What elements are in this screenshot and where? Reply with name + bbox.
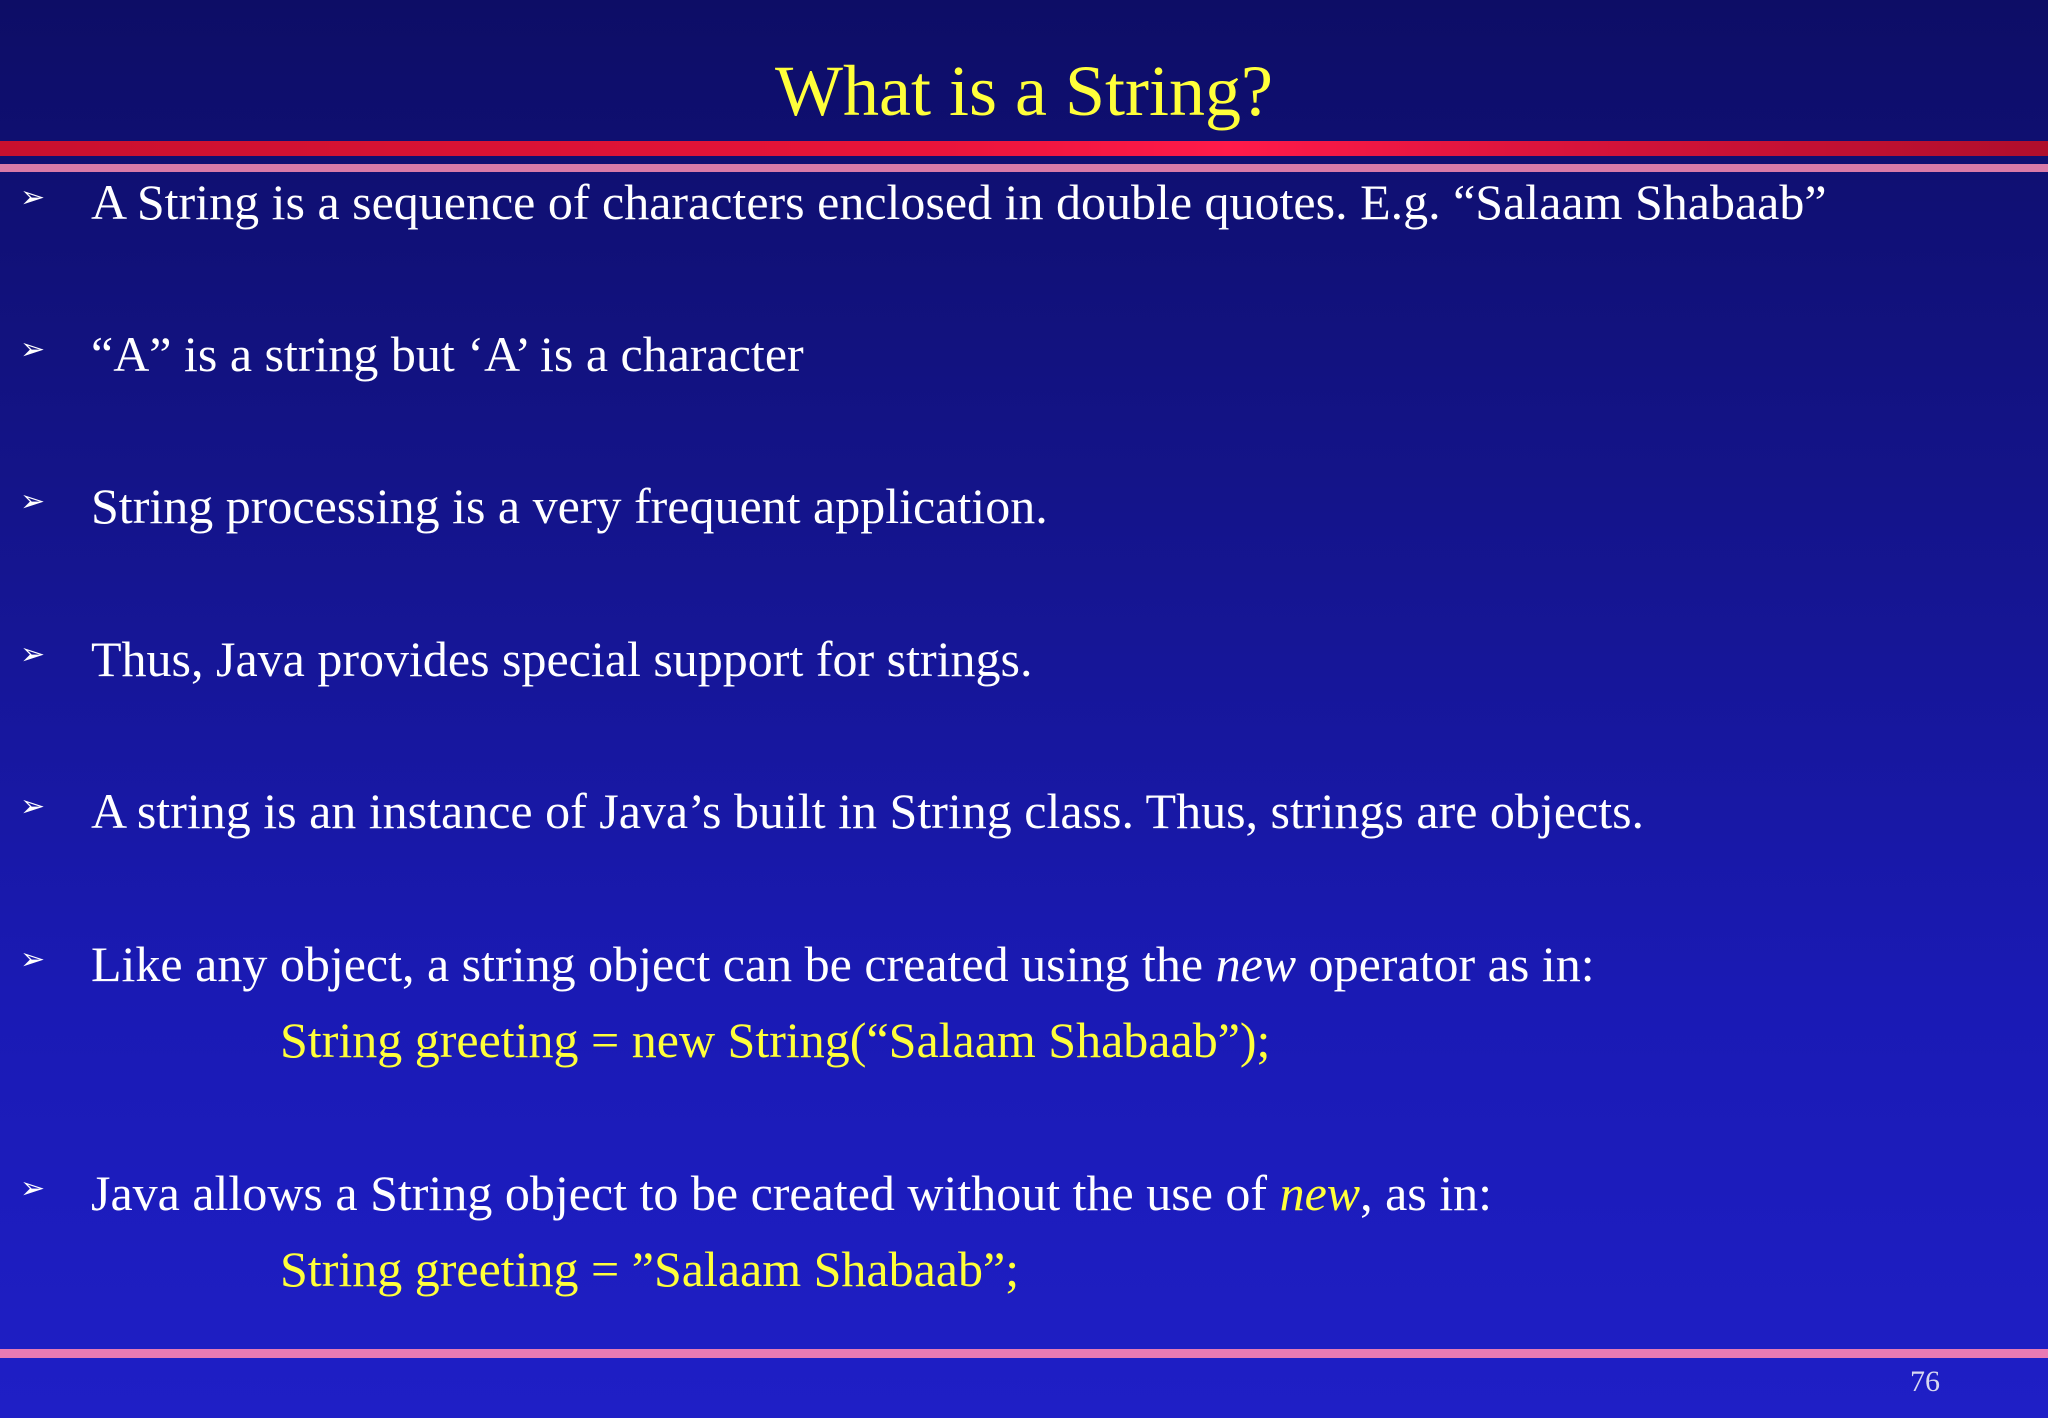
bullet-text: String processing is a very frequent application. [91, 478, 1048, 534]
bullet-text-before: Java allows a String object to be created without the use of [91, 1165, 1280, 1221]
arrow-bullet-icon: ➢ [20, 180, 46, 215]
page-number: 76 [1910, 1365, 1940, 1398]
arrow-bullet-icon: ➢ [20, 1171, 46, 1206]
bullet-text: “A” is a string but ‘A’ is a character [91, 326, 804, 382]
code-example: String greeting = ”Salaam Shabaab”; [280, 1241, 1020, 1297]
bullet-text-before: Like any object, a string object can be created using the [91, 936, 1216, 992]
bullet-text [91, 1165, 1492, 1221]
bullet-text: Thus, Java provides special support for strings. [91, 631, 1033, 687]
arrow-bullet-icon: ➢ [20, 484, 46, 519]
bullet-text-after: operator as in: [1296, 936, 1595, 992]
arrow-bullet-icon: ➢ [20, 332, 46, 367]
title-divider-red [0, 141, 2048, 156]
bullet-text [91, 936, 1595, 992]
title-divider-pink [0, 164, 2048, 172]
arrow-bullet-icon: ➢ [20, 942, 46, 977]
slide-title: What is a String? [775, 51, 1273, 131]
arrow-bullet-icon: ➢ [20, 637, 46, 672]
code-example: String greeting = new String(“Salaam Shabaab”); [280, 1012, 1271, 1068]
keyword-new: new [1279, 1165, 1361, 1221]
bullet-text: A string is an instance of Java’s built in String class. Thus, strings are objects. [91, 783, 1645, 839]
bullet-text: A String is a sequence of characters enclosed in double quotes. E.g. “Salaam Shabaab” [91, 174, 1827, 230]
bullet-text-after: , as in: [1360, 1165, 1493, 1221]
keyword-new: new [1215, 936, 1297, 992]
arrow-bullet-icon: ➢ [20, 789, 46, 824]
footer-divider [0, 1349, 2048, 1358]
